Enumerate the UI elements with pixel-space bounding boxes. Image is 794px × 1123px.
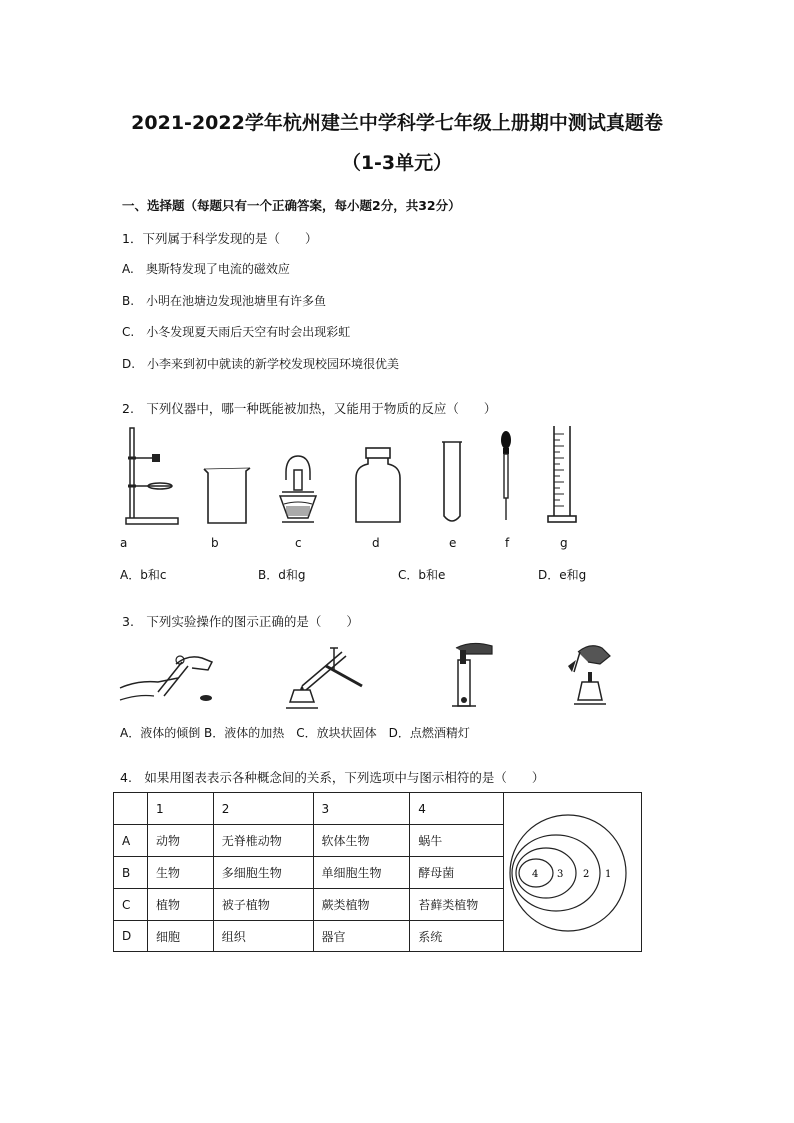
table-cell: 系统 <box>410 921 504 952</box>
page-subtitle: （1-3单元） <box>341 152 453 174</box>
q2-label-e: e <box>449 536 457 550</box>
q2-label-b: b <box>211 536 219 550</box>
q2-option-b: B．d和g <box>258 568 306 582</box>
q2-label-c: c <box>295 536 302 550</box>
concept-circle-diagram-cell <box>504 793 642 952</box>
nested-circles-diagram <box>504 794 632 950</box>
q2-label-g: g <box>560 536 568 550</box>
circle-3 <box>516 848 576 898</box>
q2-option-a: A．b和c <box>120 568 167 582</box>
wide-mouth-bottle-image <box>352 446 404 528</box>
table-cell: 植物 <box>147 889 213 921</box>
pour-liquid-image <box>118 648 218 708</box>
table-cell: 蜗牛 <box>410 825 504 857</box>
test-tube-image <box>440 440 464 526</box>
q1-stem: 1．下列属于科学发现的是（ ） <box>122 231 318 246</box>
table-cell: D <box>114 921 148 952</box>
table-cell: 酵母菌 <box>410 857 504 889</box>
page-title: 2021-2022学年杭州建兰中学科学七年级上册期中测试真题卷 <box>131 112 663 134</box>
circle-label-1: 1 <box>605 869 612 880</box>
table-cell: 4 <box>410 793 504 825</box>
beaker-image <box>200 465 255 527</box>
q3-options: A．液体的倾倒 B．液体的加热 C．放块状固体 D．点燃酒精灯 <box>120 726 470 740</box>
table-cell: 组织 <box>213 921 313 952</box>
table-cell: 细胞 <box>147 921 213 952</box>
table-cell: 多细胞生物 <box>213 857 313 889</box>
dropper-image <box>496 430 516 524</box>
q4-stem: 4. 如果用图表表示各种概念间的关系，下列选项中与图示相符的是（ ） <box>120 770 545 785</box>
heat-liquid-image <box>282 646 368 712</box>
q2-stem: 2. 下列仪器中，哪一种既能被加热，又能用于物质的反应（ ） <box>122 401 497 416</box>
q2-label-d: d <box>372 536 380 550</box>
table-header-row <box>114 793 642 825</box>
table-cell: 动物 <box>147 825 213 857</box>
table-cell: 被子植物 <box>213 889 313 921</box>
section-heading: 一、选择题（每题只有一个正确答案，每小题2分，共32分） <box>122 198 461 213</box>
iron-stand-image <box>120 428 190 528</box>
circle-label-3: 3 <box>557 869 564 880</box>
solid-into-tube-image <box>446 640 498 712</box>
table-cell <box>114 793 148 825</box>
table-cell: B <box>114 857 148 889</box>
q1-option-a: A. 奥斯特发现了电流的磁效应 <box>122 262 290 276</box>
table-cell: 3 <box>313 793 410 825</box>
circle-label-2: 2 <box>583 869 590 880</box>
q1-option-c: C. 小冬发现夏天雨后天空有时会出现彩虹 <box>122 325 351 339</box>
table-cell: 软体生物 <box>313 825 410 857</box>
circle-label-4: 4 <box>532 869 539 880</box>
q2-option-d: D．e和g <box>538 568 587 582</box>
table-cell: 苔藓类植物 <box>410 889 504 921</box>
q3-stem: 3. 下列实验操作的图示正确的是（ ） <box>122 614 359 629</box>
table-cell: 蕨类植物 <box>313 889 410 921</box>
q2-label-a: a <box>120 536 128 550</box>
alcohol-lamp-image <box>272 452 324 530</box>
q2-label-f: f <box>505 536 510 550</box>
table-cell: 1 <box>147 793 213 825</box>
table-cell: 器官 <box>313 921 410 952</box>
q4-concept-table <box>113 792 642 952</box>
q2-option-c: C．b和e <box>398 568 446 582</box>
table-cell: A <box>114 825 148 857</box>
table-cell: C <box>114 889 148 921</box>
q1-option-b: B. 小明在池塘边发现池塘里有许多鱼 <box>122 294 327 308</box>
light-lamp-image <box>560 642 620 710</box>
q1-option-d: D. 小李来到初中就读的新学校发现校园环境很优美 <box>122 357 400 371</box>
table-cell: 单细胞生物 <box>313 857 410 889</box>
graduated-cylinder-image <box>548 424 576 528</box>
table-cell: 生物 <box>147 857 213 889</box>
table-cell: 无脊椎动物 <box>213 825 313 857</box>
table-cell: 2 <box>213 793 313 825</box>
